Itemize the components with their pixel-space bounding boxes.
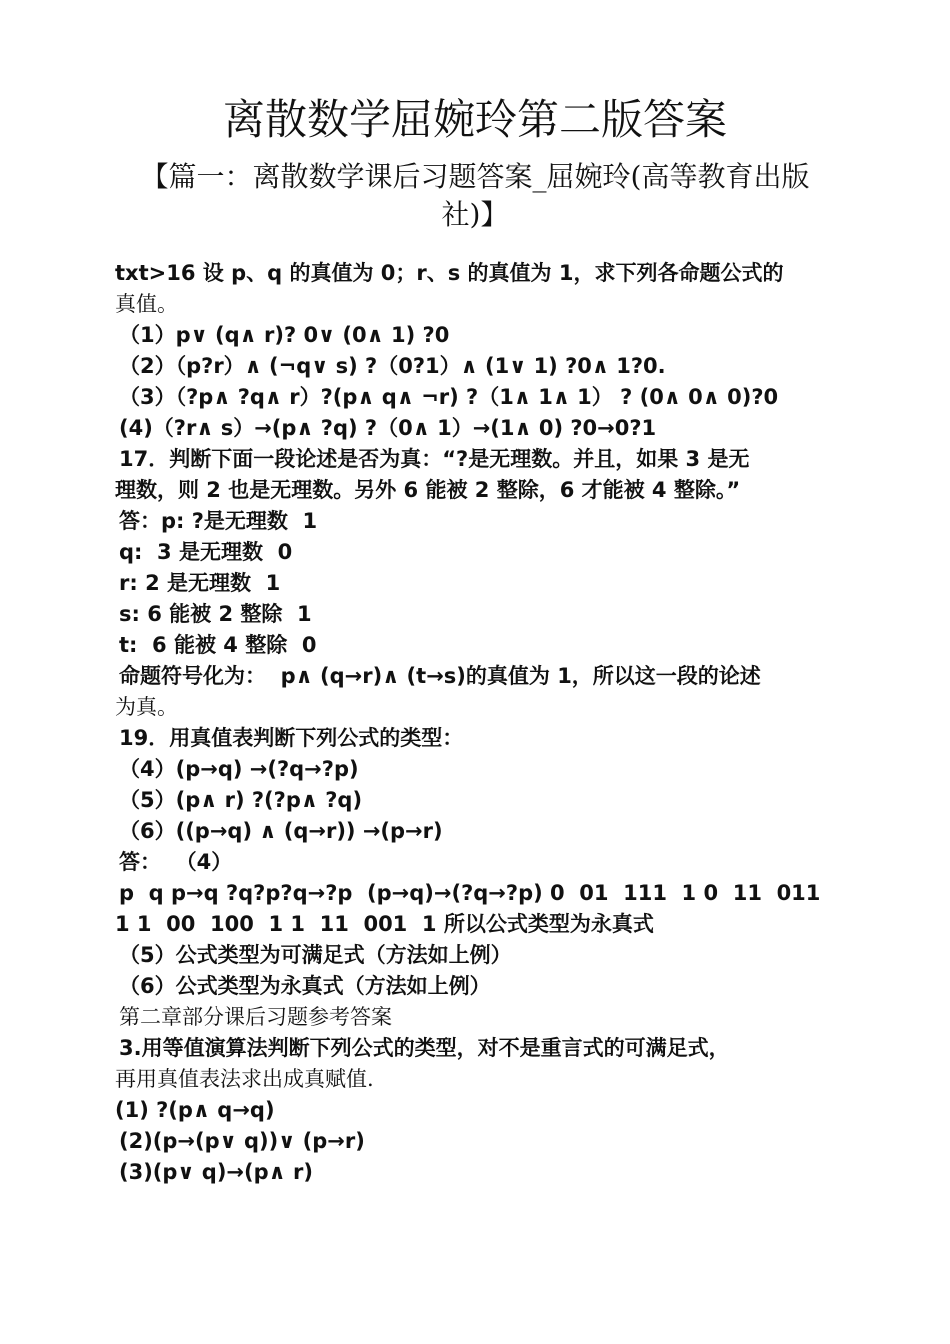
text-line: （3）（?p∧ ?q∧ r）?(p∧ q∧ ¬r) ?（1∧ 1∧ 1） ? (0∧ 0∧ 0)?0: [119, 385, 779, 409]
text-line: （4）(p→q) →(?q→?p): [119, 757, 359, 781]
document-subtitle: 【篇一：离散数学课后习题答案_屈婉玲(高等教育出版社)】: [140, 160, 810, 231]
text-line: （1）p∨ (q∧ r)? 0∨ (0∧ 1) ?0: [119, 323, 450, 347]
text-line: 17．判断下面一段论述是否为真：“?是无理数。并且，如果 3 是无: [119, 447, 750, 471]
text-line: 1 1 00 100 1 1 11 001 1 所以公式类型为永真式: [115, 912, 654, 936]
text-line: txt>16 设 p、q 的真值为 0；r、s 的真值为 1，求下列各命题公式的: [115, 261, 784, 285]
text-line: 真值。: [115, 292, 178, 316]
text-line: (1) ?(p∧ q→q): [115, 1098, 275, 1122]
text-line: 理数，则 2 也是无理数。另外 6 能被 2 整除，6 才能被 4 整除。”: [115, 478, 741, 502]
document-title: 离散数学屈婉玲第二版答案: [222, 95, 727, 144]
document-body: [115, 258, 835, 1188]
text-line: 为真。: [115, 695, 178, 719]
text-line: s: 6 能被 2 整除 1: [119, 602, 312, 626]
text-line: r: 2 是无理数 1: [119, 571, 281, 595]
text-line: （6）((p→q) ∧ (q→r)) →(p→r): [119, 819, 443, 843]
text-line: 答： （4）: [119, 850, 233, 874]
text-line: 19．用真值表判断下列公式的类型：: [119, 726, 464, 750]
text-line: p q p→q ?q?p?q→?p (p→q)→(?q→?p) 0 01 111 1 0 11 011: [119, 881, 821, 905]
text-line: (3)(p∨ q)→(p∧ r): [119, 1160, 313, 1184]
text-line: 再用真值表法求出成真赋值.: [115, 1067, 374, 1091]
text-line: 答：p: ?是无理数 1: [119, 509, 318, 533]
text-line: t: 6 能被 4 整除 0: [119, 633, 317, 657]
text-line: （2）（p?r）∧ (¬q∨ s) ?（0?1）∧ (1∨ 1) ?0∧ 1?0.: [119, 354, 666, 378]
text-line: 3.用等值演算法判断下列公式的类型，对不是重言式的可满足式，: [119, 1036, 730, 1060]
text-line: (4)（?r∧ s）→(p∧ ?q) ?（0∧ 1）→(1∧ 0) ?0→0?1: [119, 416, 657, 440]
text-line: 第二章部分课后习题参考答案: [119, 1005, 392, 1029]
text-line: （5）公式类型为可满足式（方法如上例）: [119, 943, 512, 967]
text-line: (2)(p→(p∨ q))∨ (p→r): [119, 1129, 365, 1153]
text-line: q: 3 是无理数 0: [119, 540, 293, 564]
text-line: 命题符号化为： p∧ (q→r)∧ (t→s)的真值为 1，所以这一段的论述: [119, 664, 761, 688]
text-line: （5）(p∧ r) ?(?p∧ ?q): [119, 788, 363, 812]
text-line: （6）公式类型为永真式（方法如上例）: [119, 974, 491, 998]
